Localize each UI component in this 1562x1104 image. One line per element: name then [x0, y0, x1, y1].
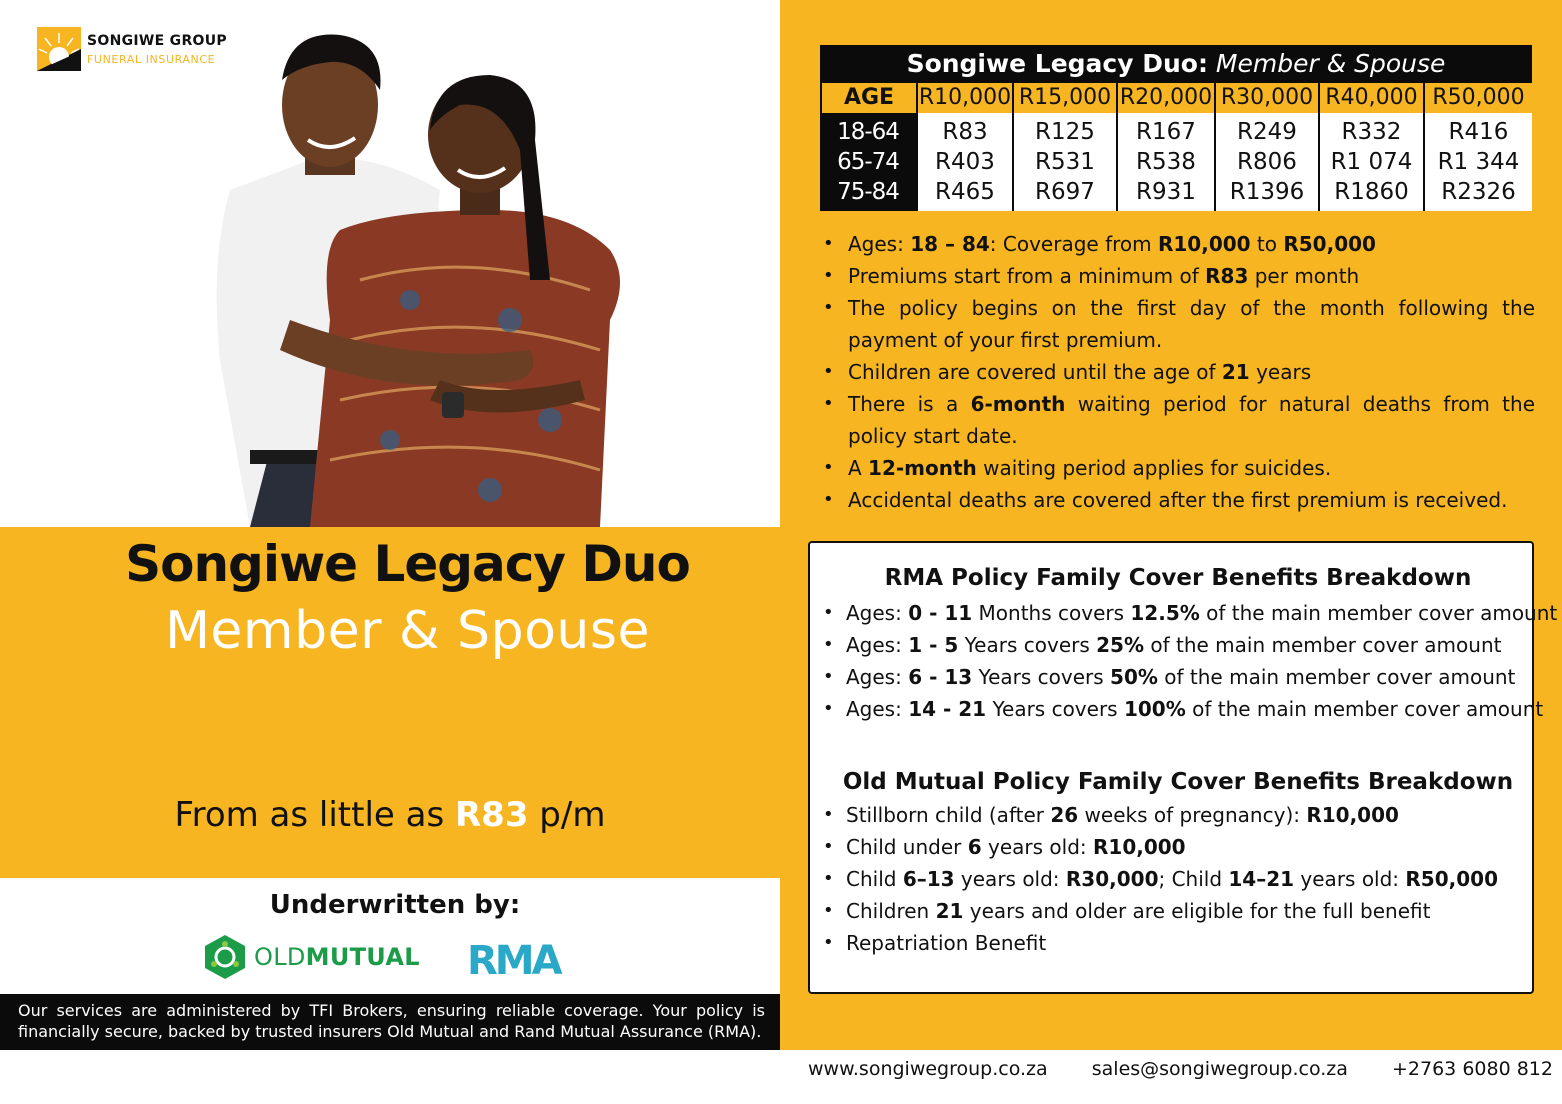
- old-mutual-benefits-list: [810, 799, 1532, 959]
- premium-cell: R416: [1448, 119, 1509, 145]
- rma-benefits-title: RMA Policy Family Cover Benefits Breakdown: [884, 565, 1472, 591]
- rma-benefit-item: • Ages: 14 - 21 Years covers 100% of the main member cover amount: [820, 693, 1532, 725]
- underwriters-section: [0, 878, 780, 994]
- premium-cell: R249: [1237, 119, 1297, 145]
- age-band: 75-84: [837, 179, 899, 205]
- premium-cell: R931: [1136, 179, 1196, 205]
- price-suffix: p/m: [528, 795, 606, 835]
- old-mutual-icon: [202, 934, 248, 980]
- cover-header: R50,000: [1425, 83, 1532, 113]
- disclaimer-text: Our services are administered by TFI Brokers, ensuring reliable coverage. Your policy is financially secure, backed by trusted insurers Old Mutual and Rand Mutual Assurance (RMA).: [0, 994, 780, 1050]
- cover-header: R15,000: [1014, 83, 1118, 113]
- old-mutual-benefits-title: Old Mutual Policy Family Cover Benefits Breakdown: [842, 769, 1514, 795]
- email-link[interactable]: sales@songiwegroup.co.za: [1091, 1058, 1348, 1080]
- cover-header: R10,000: [918, 83, 1014, 113]
- premium-column: [918, 113, 1014, 211]
- premium-cell: R2326: [1441, 179, 1516, 205]
- rma-benefit-item: • Ages: 6 - 13 Years covers 50% of the main member cover amount: [820, 661, 1532, 693]
- price-prefix: From as little as: [174, 795, 455, 835]
- premium-cell: R83: [942, 119, 988, 145]
- om-benefit-item: • Child under 6 years old: R10,000: [820, 831, 1532, 863]
- policy-term-item: • Accidental deaths are covered after the first premium is received.: [820, 484, 1535, 516]
- rate-table-header: [820, 83, 1532, 113]
- om-benefit-item: • Child 6–13 years old: R30,000; Child 14–21 years old: R50,000: [820, 863, 1532, 895]
- om-benefit-item: • Repatriation Benefit: [820, 927, 1532, 959]
- rate-table-title-bold: Songiwe Legacy Duo:: [906, 49, 1208, 78]
- hero-banner: [0, 527, 780, 878]
- premium-cell: R1860: [1334, 179, 1409, 205]
- age-bands-column: [820, 113, 918, 211]
- rma-benefit-item: • Ages: 1 - 5 Years covers 25% of the main member cover amount: [820, 629, 1532, 661]
- premium-cell: R465: [935, 179, 995, 205]
- age-band: 65-74: [837, 149, 899, 175]
- policy-term-item: • The policy begins on the first day of the month following the payment of your first premium.: [820, 292, 1535, 356]
- rma-benefit-item: • Ages: 0 - 11 Months covers 12.5% of the main member cover amount: [820, 597, 1532, 629]
- premium-cell: R1396: [1229, 179, 1305, 205]
- premium-rate-table: [820, 45, 1532, 211]
- premium-column: [1425, 113, 1532, 211]
- premium-cell: R531: [1035, 149, 1095, 175]
- old-mutual-logo: [202, 934, 420, 980]
- policy-term-item: • There is a 6-month waiting period for natural deaths from the policy start date.: [820, 388, 1535, 452]
- cover-header: R30,000: [1216, 83, 1320, 113]
- premium-column: [1014, 113, 1118, 211]
- website-link[interactable]: www.songiwegroup.co.za: [808, 1058, 1048, 1080]
- brand-tagline: FUNERAL INSURANCE: [87, 52, 216, 66]
- benefits-box: [808, 541, 1558, 994]
- premium-cell: R1 344: [1437, 149, 1520, 175]
- age-column-header: AGE: [822, 83, 918, 113]
- policy-term-item: • Children are covered until the age of 21 years: [820, 356, 1535, 388]
- couple-photo: [190, 20, 640, 527]
- contact-bar: [808, 1058, 1553, 1080]
- hero-photo-area: [0, 0, 780, 527]
- details-panel: [780, 0, 1562, 1050]
- premium-cell: R806: [1237, 149, 1297, 175]
- rate-table-title-italic: Member & Spouse: [1207, 49, 1446, 78]
- premium-cell: R538: [1136, 149, 1196, 175]
- premium-cell: R125: [1035, 119, 1095, 145]
- premium-cell: R332: [1341, 119, 1402, 145]
- policy-term-item: • Premiums start from a minimum of R83 per month: [820, 260, 1535, 292]
- hero-title: Songiwe Legacy Duo: [125, 535, 690, 593]
- policy-terms-list: [820, 228, 1535, 516]
- hero-subtitle: Member & Spouse: [165, 601, 650, 661]
- premium-column: [1320, 113, 1425, 211]
- om-benefit-item: • Children 21 years and older are eligible for the full benefit: [820, 895, 1532, 927]
- premium-column: [1216, 113, 1320, 211]
- price-amount: R83: [455, 795, 529, 835]
- rma-logo: RMA: [467, 938, 560, 984]
- phone-number[interactable]: +2763 6080 812: [1392, 1058, 1553, 1080]
- cover-header: R40,000: [1320, 83, 1425, 113]
- old-mutual-prefix: OLD: [254, 943, 306, 971]
- rma-benefits-list: [810, 597, 1558, 725]
- premium-column: [1118, 113, 1216, 211]
- cover-header: R20,000: [1118, 83, 1216, 113]
- policy-term-item: • Ages: 18 – 84: Coverage from R10,000 to R50,000: [820, 228, 1535, 260]
- premium-cell: R697: [1035, 179, 1095, 205]
- premium-cell: R1 074: [1330, 149, 1413, 175]
- policy-term-item: • A 12-month waiting period applies for suicides.: [820, 452, 1535, 484]
- sunrise-logo-icon: [37, 27, 81, 71]
- age-band: 18-64: [837, 119, 899, 145]
- om-benefit-item: • Stillborn child (after 26 weeks of pregnancy): R10,000: [820, 799, 1532, 831]
- brand-name: SONGIWE GROUP: [87, 32, 227, 49]
- rate-table-title: [820, 45, 1532, 83]
- rate-table-body: [820, 113, 1532, 211]
- premium-cell: R167: [1136, 119, 1196, 145]
- old-mutual-suffix: MUTUAL: [305, 943, 420, 971]
- underwriters-title: Underwritten by:: [269, 890, 521, 920]
- premium-cell: R403: [935, 149, 995, 175]
- hero-price: [0, 795, 780, 835]
